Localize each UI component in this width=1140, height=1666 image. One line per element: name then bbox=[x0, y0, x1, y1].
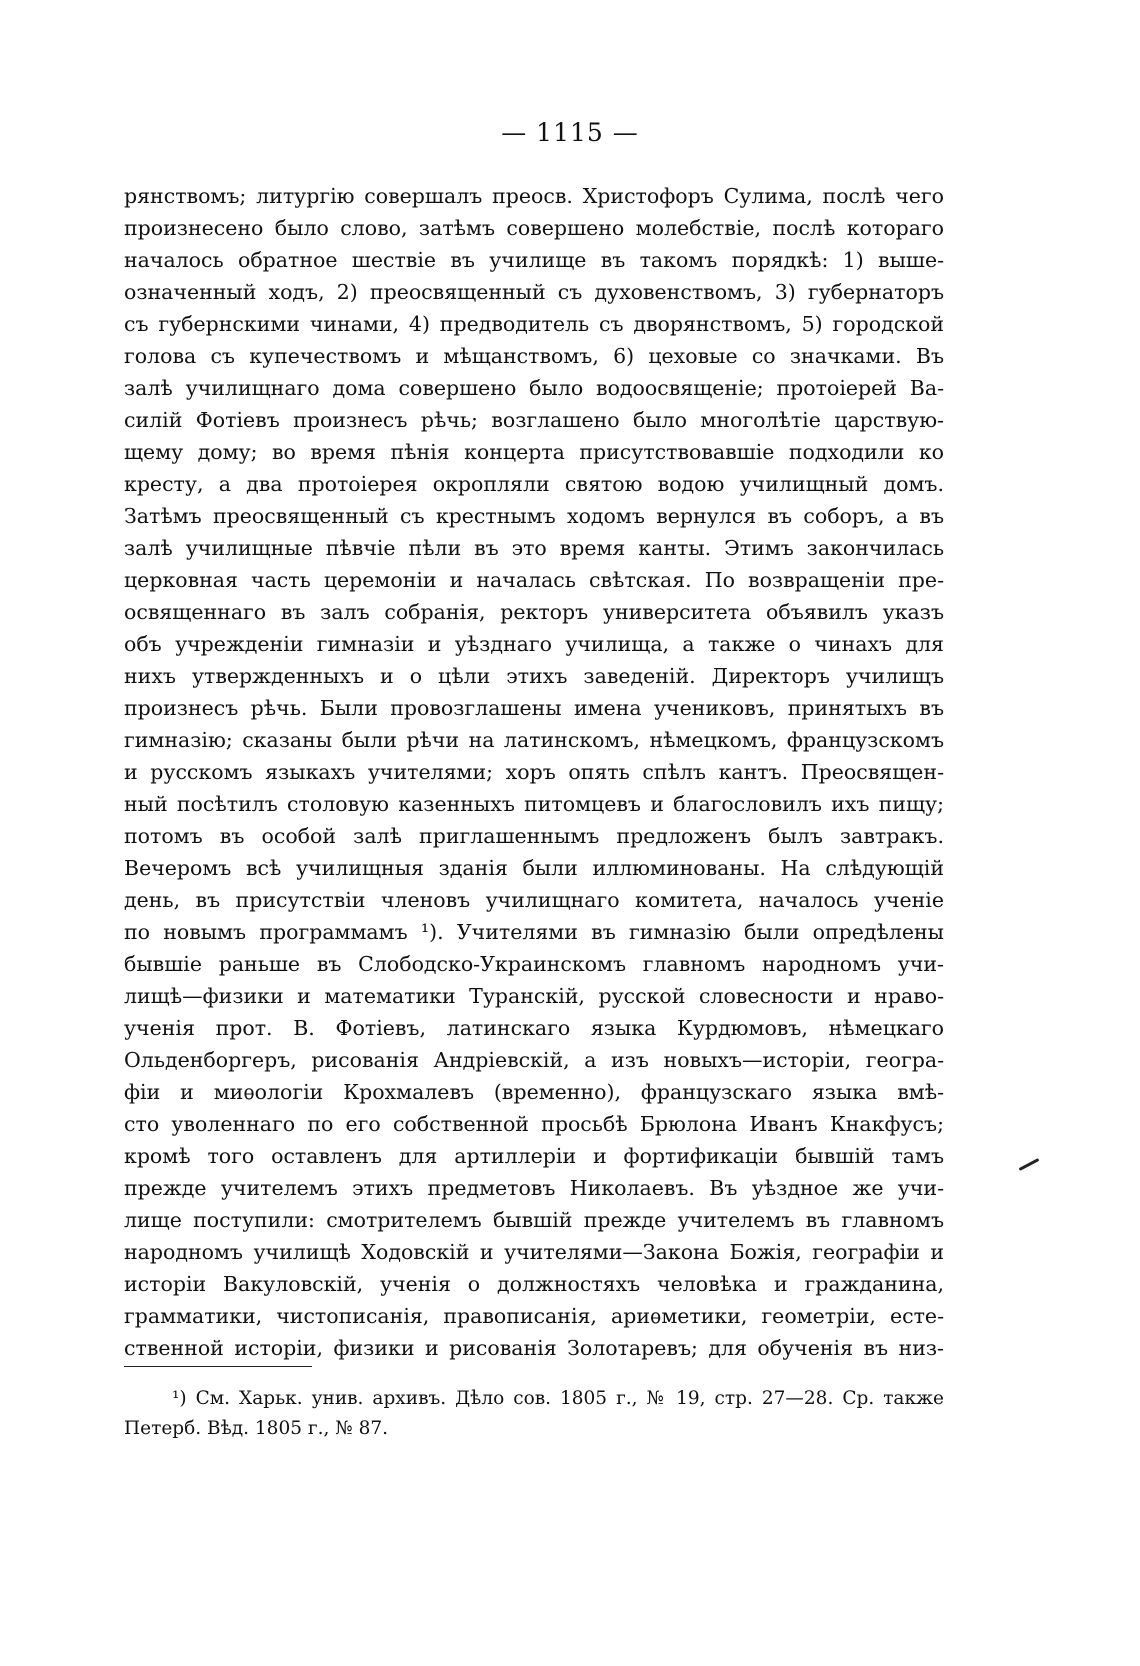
text-line: означенный ходъ, 2) преосвященный съ духовенствомъ, 3) губернаторъ bbox=[124, 280, 944, 304]
text-line: грамматики, чистописанія, правописанія, ариѳметики, геометріи, есте- bbox=[124, 1304, 944, 1328]
text-line: гимназію; сказаны были рѣчи на латинскомъ, нѣмецкомъ, французскомъ bbox=[124, 728, 944, 752]
text-line: ственной исторіи, физики и рисованія Золотаревъ; для обученія въ низ- bbox=[124, 1336, 944, 1360]
text-line: церковная часть церемоніи и началась свѣтская. По возвращеніи пре- bbox=[124, 568, 944, 592]
text-line: Затѣмъ преосвященный съ крестнымъ ходомъ вернулся въ соборъ, а въ bbox=[124, 504, 944, 528]
text-line: Вечеромъ всѣ училищныя зданія были иллюминованы. На слѣдующій bbox=[124, 856, 944, 880]
text-line: и русскомъ языкахъ учителями; хоръ опять спѣлъ кантъ. Преосвящен- bbox=[124, 760, 944, 784]
text-line: сто уволеннаго по его собственной просьбѣ Брюлона Иванъ Кнакфусъ; bbox=[124, 1112, 944, 1136]
text-line: день, въ присутствіи членовъ училищнаго комитета, началось ученіе bbox=[124, 888, 944, 912]
footnote bbox=[124, 1384, 944, 1444]
text-line: народномъ училищѣ Ходовскій и учителями—Закона Божія, географіи и bbox=[124, 1240, 944, 1264]
text-line: нихъ утвержденныхъ и о цѣли этихъ заведеній. Директоръ училищъ bbox=[124, 664, 944, 688]
text-line: ученія прот. В. Фотіевъ, латинскаго языка Курдюмовъ, нѣмецкаго bbox=[124, 1016, 944, 1040]
page-number: — 1115 — bbox=[501, 118, 639, 147]
text-line: произнесено было слово, затѣмъ совершено молебствіе, послѣ котораго bbox=[124, 216, 944, 240]
text-line: щему дому; во время пѣнія концерта присутствовавшіе подходили ко bbox=[124, 440, 944, 464]
text-line: произнесъ рѣчь. Были провозглашены имена учениковъ, принятыхъ въ bbox=[124, 696, 944, 720]
text-line: исторіи Вакуловскій, ученія о должностяхъ человѣка и гражданина, bbox=[124, 1272, 944, 1296]
text-line: съ губернскими чинами, 4) предводитель съ дворянствомъ, 5) городской bbox=[124, 312, 944, 336]
text-line: ный посѣтилъ столовую казенныхъ питомцевъ и благословилъ ихъ пищу; bbox=[124, 792, 944, 816]
footnote-line: Петерб. Вѣд. 1805 г., № 87. bbox=[124, 1418, 389, 1439]
body-text bbox=[124, 180, 944, 1364]
footnote-divider bbox=[124, 1366, 312, 1367]
text-line: голова съ купечествомъ и мѣщанствомъ, 6) цеховые со значками. Въ bbox=[124, 344, 944, 368]
text-line: Ольденборгеръ, рисованія Андріевскій, а изъ новыхъ—исторіи, геогра- bbox=[124, 1048, 944, 1072]
text-line: фіи и миѳологіи Крохмалевъ (временно), французскаго языка вмѣ- bbox=[124, 1080, 944, 1104]
text-line: прежде учителемъ этихъ предметовъ Николаевъ. Въ уѣздное же учи- bbox=[124, 1176, 944, 1200]
text-line: освященнаго въ залъ собранія, ректоръ университета объявилъ указъ bbox=[124, 600, 944, 624]
pen-mark bbox=[1019, 1158, 1040, 1171]
text-line: залѣ училищнаго дома совершено было водоосвященіе; протоіерей Ва- bbox=[124, 376, 944, 400]
text-line: кромѣ того оставленъ для артиллеріи и фортификаціи бывшій тамъ bbox=[124, 1144, 944, 1168]
text-line: кресту, а два протоіерея окропляли святою водою училищный домъ. bbox=[124, 472, 944, 496]
footnote-line: ¹) См. Харьк. унив. архивъ. Дѣло сов. 1805 г., № 19, стр. 27—28. Ср. также bbox=[172, 1388, 944, 1409]
text-line: по новымъ программамъ ¹). Учителями въ гимназію были опредѣлены bbox=[124, 920, 944, 944]
text-line: лищѣ—физики и математики Туранскій, русской словесности и нраво- bbox=[124, 984, 944, 1008]
text-line: рянствомъ; литургію совершалъ преосв. Христофоръ Сулима, послѣ чего bbox=[124, 184, 944, 208]
text-line: объ учрежденіи гимназіи и уѣзднаго училища, а также о чинахъ для bbox=[124, 632, 944, 656]
text-line: потомъ въ особой залѣ приглашеннымъ предложенъ былъ завтракъ. bbox=[124, 824, 944, 848]
text-line: бывшіе раньше въ Слободско-Украинскомъ главномъ народномъ учи- bbox=[124, 952, 944, 976]
text-line: силій Фотіевъ произнесъ рѣчь; возглашено было многолѣтіе царствую- bbox=[124, 408, 944, 432]
text-line: залѣ училищные пѣвчіе пѣли въ это время канты. Этимъ закончилась bbox=[124, 536, 944, 560]
text-line: лище поступили: смотрителемъ бывшій прежде учителемъ въ главномъ bbox=[124, 1208, 944, 1232]
text-line: началось обратное шествіе въ училище въ такомъ порядкѣ: 1) выше- bbox=[124, 248, 944, 272]
